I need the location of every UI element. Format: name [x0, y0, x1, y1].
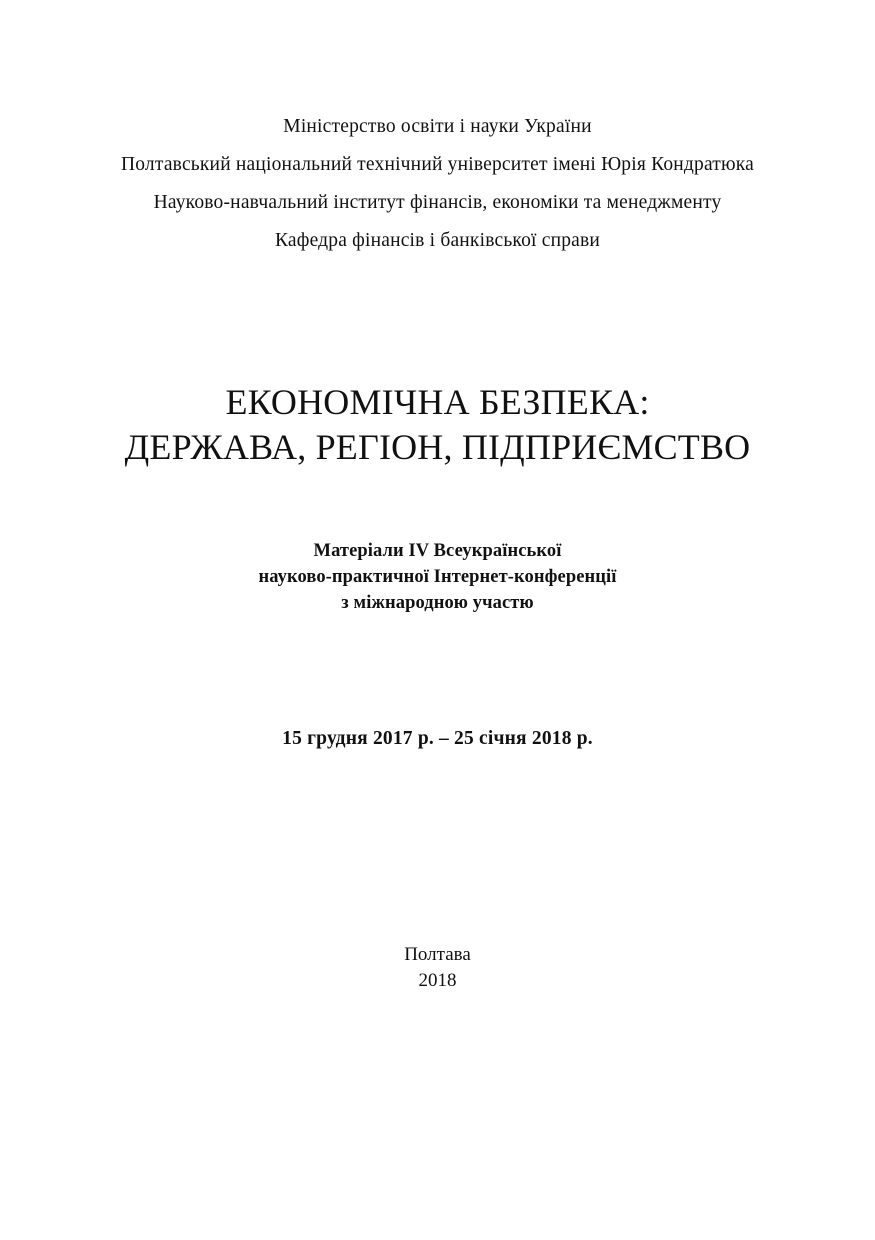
date-range-text: 15 грудня 2017 р. – 25 січня 2018 р.: [282, 728, 593, 749]
organization-header: [0, 108, 875, 260]
subtitle-line-1: Матеріали IV Всеукраїнської: [313, 541, 562, 561]
org-line-department: Кафедра фінансів і банківської справи: [274, 230, 601, 251]
subtitle: [0, 538, 875, 616]
title-line-1: ЕКОНОМІЧНА БЕЗПЕКА:: [225, 382, 650, 422]
imprint-city: Полтава: [404, 944, 471, 965]
org-line-ministry: Міністерство освіти і науки України: [283, 116, 592, 137]
imprint-year: 2018: [418, 970, 457, 991]
org-line-university: Полтавський національний технічний університет імені Юрія Кондратюка: [120, 154, 755, 175]
title-line-2: ДЕРЖАВА, РЕГІОН, ПІДПРИЄМСТВО: [124, 427, 751, 467]
conference-date-range: [0, 725, 875, 753]
imprint: [0, 942, 875, 994]
subtitle-line-3: з міжнародною участю: [341, 593, 534, 613]
subtitle-line-2: науково-практичної Інтернет-конференції: [258, 567, 617, 587]
page-title: [0, 380, 875, 470]
org-line-institute: Науково-навчальний інститут фінансів, економіки та менеджменту: [153, 192, 722, 213]
